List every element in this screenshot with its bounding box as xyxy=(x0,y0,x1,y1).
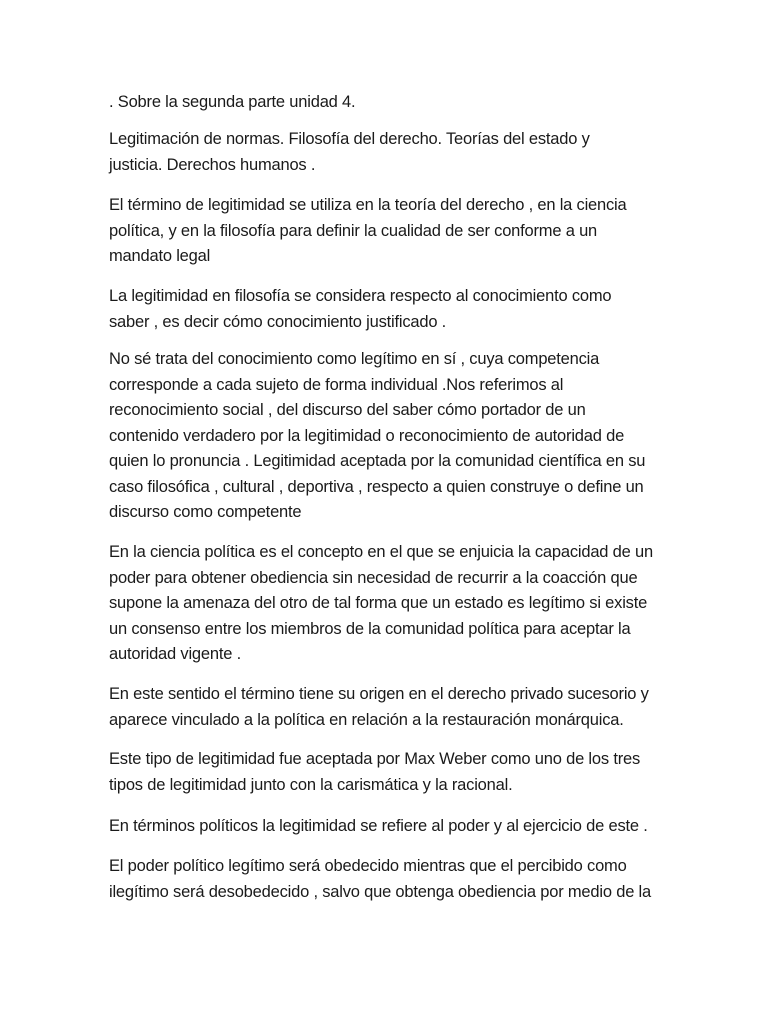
text-line: En este sentido el término tiene su origen en el derecho privado sucesorio y xyxy=(109,685,649,703)
text-line: mandato legal xyxy=(109,247,211,265)
paragraph-9 xyxy=(109,814,648,840)
paragraph-3 xyxy=(109,193,626,270)
paragraph-8 xyxy=(109,747,640,798)
text-line: corresponde a cada sujeto de forma individual .Nos referimos al xyxy=(109,375,564,394)
text-line: En la ciencia política es el concepto en el que se enjuicia la capacidad de un xyxy=(109,543,653,561)
text-line: No sé trata del conocimiento como legítimo en sí , cuya competencia xyxy=(109,350,600,368)
text-line: El término de legitimidad se utiliza en la teoría del derecho , en la ciencia xyxy=(109,196,627,214)
text-line: aparece vinculado a la política en relación a la restauración monárquica. xyxy=(109,710,624,729)
text-line: supone la amenaza del otro de tal forma que un estado es legítimo si existe xyxy=(109,594,648,612)
text-line: Este tipo de legitimidad fue aceptada por Max Weber como uno de los tres xyxy=(109,750,641,768)
text-line: justicia. Derechos humanos . xyxy=(109,155,316,174)
text-line: quien lo pronuncia . Legitimidad aceptada por la comunidad científica en su xyxy=(109,452,646,470)
paragraph-1 xyxy=(109,90,355,116)
text-line: Legitimación de normas. Filosofía del derecho. Teorías del estado y xyxy=(109,130,590,148)
text-line: caso filosófica , cultural , deportiva , respecto a quien construye o define un xyxy=(109,477,644,496)
text-line: En términos políticos la legitimidad se refiere al poder y al ejercicio de este . xyxy=(109,817,648,835)
text-line: discurso como competente xyxy=(109,503,302,521)
text-line: ilegítimo será desobedecido , salvo que obtenga obediencia por medio de la xyxy=(109,882,651,901)
paragraph-2 xyxy=(109,127,590,178)
paragraph-4 xyxy=(109,284,611,335)
paragraph-6 xyxy=(109,540,653,668)
text-line: política, y en la filosofía para definir la cualidad de ser conforme a un xyxy=(109,221,598,240)
paragraph-5 xyxy=(109,347,645,526)
text-line: poder para obtener obediencia sin necesidad de recurrir a la coacción que xyxy=(109,568,638,587)
text-line: . Sobre la segunda parte unidad 4. xyxy=(109,93,356,111)
text-line: contenido verdadero por la legitimidad o reconocimiento de autoridad de xyxy=(109,426,625,445)
text-line: saber , es decir cómo conocimiento justificado . xyxy=(109,312,447,331)
text-line: autoridad vigente . xyxy=(109,645,241,663)
text-line: La legitimidad en filosofía se considera respecto al conocimiento como xyxy=(109,287,612,305)
text-line: reconocimiento social , del discurso del saber cómo portador de un xyxy=(109,401,586,419)
text-line: tipos de legitimidad junto con la carismática y la racional. xyxy=(109,775,513,794)
paragraph-10 xyxy=(109,854,651,905)
text-line: un consenso entre los miembros de la comunidad política para aceptar la xyxy=(109,619,631,638)
paragraph-7 xyxy=(109,682,649,733)
text-line: El poder político legítimo será obedecido mientras que el percibido como xyxy=(109,857,627,875)
